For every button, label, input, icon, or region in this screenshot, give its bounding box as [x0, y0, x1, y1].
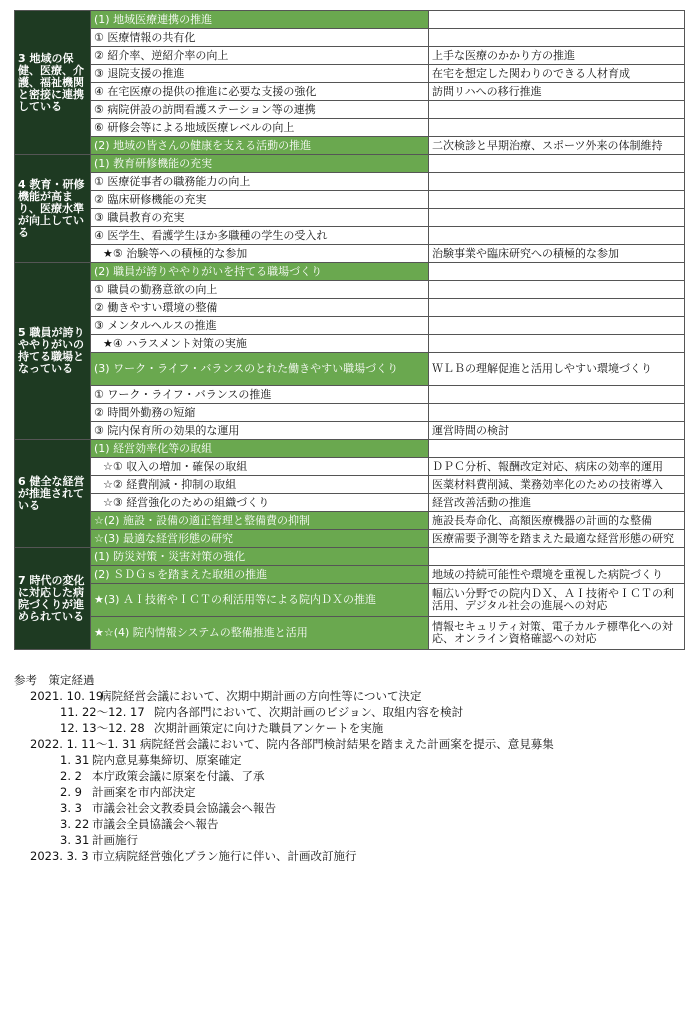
entry-text: 市議会社会文教委員会協議会へ報告 — [92, 801, 276, 815]
table-row — [15, 317, 685, 335]
entry-text: 本庁政策会議に原案を付議、了承 — [92, 769, 265, 783]
item-cell: (1) 教育研修機能の充実 — [91, 155, 429, 173]
item-cell: ☆② 経費削減・抑制の取組 — [91, 476, 429, 494]
list-item — [14, 688, 554, 704]
item-cell: (2) 職員が誇りややりがいを持てる職場づくり — [91, 263, 429, 281]
plan-table — [14, 10, 685, 650]
item-cell: ★④ ハラスメント対策の実施 — [91, 335, 429, 353]
entry-date: 3. 3 — [60, 801, 82, 815]
item-cell: ② 紹介率、逆紹介率の向上 — [91, 47, 429, 65]
item-cell: ② 臨床研修機能の充実 — [91, 191, 429, 209]
note-cell — [429, 101, 685, 119]
note-cell — [429, 335, 685, 353]
item-cell: ② 働きやすい環境の整備 — [91, 299, 429, 317]
goal-cell: 4 教育・研修機能が高まり、医療水準が向上している — [15, 155, 91, 263]
entry-text: 計画案を市内部決定 — [92, 785, 196, 799]
note-cell — [429, 173, 685, 191]
table-row — [15, 494, 685, 512]
note-cell: 在宅を想定した関わりのできる人材育成 — [429, 65, 685, 83]
table-row — [15, 83, 685, 101]
table-row — [15, 263, 685, 281]
list-item — [14, 784, 554, 800]
entry-date: 2022. 1. 11～1. 31 — [30, 737, 137, 751]
item-cell: ① 医療従事者の職務能力の向上 — [91, 173, 429, 191]
list-item — [14, 704, 554, 720]
list-item — [14, 832, 554, 848]
reference-heading: 参考 策定経過 — [14, 673, 95, 687]
table-row — [15, 281, 685, 299]
goal-cell: 7 時代の変化に対応した病院づくりが進められている — [15, 548, 91, 650]
entry-text: 院内意見募集締切、原案確定 — [92, 753, 242, 767]
entry-text: 市立病院経営強化プラン施行に伴い、計画改訂施行 — [92, 849, 357, 863]
table-row — [15, 422, 685, 440]
entry-date: 11. 22～12. 17 — [60, 705, 145, 719]
item-cell: ④ 医学生、看護学生ほか多職種の学生の受入れ — [91, 227, 429, 245]
entry-date: 1. 31 — [60, 753, 90, 767]
note-cell — [429, 227, 685, 245]
entry-text: 病院経営会議において、院内各部門検討結果を踏まえた計画案を提示、意見募集 — [140, 737, 554, 751]
item-cell: (1) 地域医療連携の推進 — [91, 11, 429, 29]
item-cell: ⑥ 研修会等による地域医療レベルの向上 — [91, 119, 429, 137]
table-row — [15, 173, 685, 191]
item-cell: ③ 院内保育所の効果的な運用 — [91, 422, 429, 440]
table-row — [15, 155, 685, 173]
note-cell — [429, 11, 685, 29]
item-cell: ☆③ 経営強化のための組織づくり — [91, 494, 429, 512]
table-row — [15, 458, 685, 476]
entry-text: 病院経営会議において、次期中期計画の方向性等について決定 — [100, 689, 422, 703]
table-row — [15, 227, 685, 245]
table-row — [15, 617, 685, 650]
table-row — [15, 137, 685, 155]
note-cell — [429, 191, 685, 209]
item-cell: ★⑤ 治験等への積極的な参加 — [91, 245, 429, 263]
note-cell — [429, 299, 685, 317]
item-cell: (1) 経営効率化等の取組 — [91, 440, 429, 458]
reference-section — [14, 672, 554, 864]
table-row — [15, 386, 685, 404]
table-row — [15, 476, 685, 494]
table-row — [15, 512, 685, 530]
entry-date: 2. 9 — [60, 785, 82, 799]
note-cell: ＷＬＢの理解促進と活用しやすい環境づくり — [429, 353, 685, 386]
entry-text: 院内各部門において、次期計画のビジョン、取組内容を検討 — [154, 705, 464, 719]
list-item — [14, 848, 554, 864]
note-cell — [429, 281, 685, 299]
table-row — [15, 11, 685, 29]
note-cell — [429, 548, 685, 566]
note-cell — [429, 29, 685, 47]
entry-date: 2023. 3. 3 — [30, 849, 89, 863]
table-row — [15, 209, 685, 227]
note-cell — [429, 317, 685, 335]
note-cell: ＤＰＣ分析、報酬改定対応、病床の効率的運用 — [429, 458, 685, 476]
note-cell — [429, 404, 685, 422]
note-cell — [429, 440, 685, 458]
table-row — [15, 101, 685, 119]
table-row — [15, 29, 685, 47]
note-cell: 施設長寿命化、高額医療機器の計画的な整備 — [429, 512, 685, 530]
item-cell: ② 時間外勤務の短縮 — [91, 404, 429, 422]
item-cell: ⑤ 病院併設の訪問看護ステーション等の連携 — [91, 101, 429, 119]
table-row — [15, 440, 685, 458]
entry-date: 12. 13～12. 28 — [60, 721, 145, 735]
item-cell: (3) ワーク・ライフ・バランスのとれた働きやすい職場づくり — [91, 353, 429, 386]
list-item — [14, 800, 554, 816]
item-cell: ① 医療情報の共有化 — [91, 29, 429, 47]
note-cell: 治験事業や臨床研究への積極的な参加 — [429, 245, 685, 263]
item-cell: ④ 在宅医療の提供の推進に必要な支援の強化 — [91, 83, 429, 101]
table-row — [15, 119, 685, 137]
table-row — [15, 65, 685, 83]
table-row — [15, 548, 685, 566]
note-cell: 医薬材料費削減、業務効率化のための技術導入 — [429, 476, 685, 494]
item-cell: (2) ＳＤＧｓを踏まえた取組の推進 — [91, 566, 429, 584]
note-cell — [429, 155, 685, 173]
table-row — [15, 404, 685, 422]
table-row — [15, 353, 685, 386]
table-row — [15, 47, 685, 65]
list-item — [14, 816, 554, 832]
entry-text: 市議会全員協議会へ報告 — [92, 817, 219, 831]
entry-date: 3. 22 — [60, 817, 90, 831]
table-row — [15, 245, 685, 263]
item-cell: ① ワーク・ライフ・バランスの推進 — [91, 386, 429, 404]
table-row — [15, 299, 685, 317]
note-cell: 二次検診と早期治療、スポーツ外来の体制維持 — [429, 137, 685, 155]
note-cell: 医療需要予測等を踏まえた最適な経営形態の研究 — [429, 530, 685, 548]
goal-cell: 6 健全な経営が推進されている — [15, 440, 91, 548]
entry-text: 計画施行 — [92, 833, 138, 847]
entry-date: 3. 31 — [60, 833, 90, 847]
note-cell: 経営改善活動の推進 — [429, 494, 685, 512]
note-cell: 運営時間の検討 — [429, 422, 685, 440]
note-cell: 訪問リハへの移行推進 — [429, 83, 685, 101]
list-item — [14, 736, 554, 752]
goal-cell: 3 地域の保健、医療、介護、福祉機関と密接に連携している — [15, 11, 91, 155]
list-item — [14, 768, 554, 784]
note-cell: 幅広い分野での院内ＤＸ、ＡＩ技術やＩＣＴの利活用、デジタル社会の進展への対応 — [429, 584, 685, 617]
item-cell: ③ メンタルヘルスの推進 — [91, 317, 429, 335]
item-cell: ③ 職員教育の充実 — [91, 209, 429, 227]
note-cell: 情報セキュリティ対策、電子カルテ標準化への対応、オンライン資格確認への対応 — [429, 617, 685, 650]
note-cell — [429, 209, 685, 227]
item-cell: ★(3) ＡＩ技術やＩＣＴの利活用等による院内ＤＸの推進 — [91, 584, 429, 617]
item-cell: ① 職員の勤務意欲の向上 — [91, 281, 429, 299]
note-cell: 地域の持続可能性や環境を重視した病院づくり — [429, 566, 685, 584]
table-row — [15, 566, 685, 584]
note-cell — [429, 386, 685, 404]
list-item — [14, 720, 554, 736]
note-cell — [429, 119, 685, 137]
item-cell: (1) 防災対策・災害対策の強化 — [91, 548, 429, 566]
plan-table-container — [14, 10, 684, 650]
item-cell: ③ 退院支援の推進 — [91, 65, 429, 83]
table-row — [15, 530, 685, 548]
goal-cell: 5 職員が誇りややりがいの持てる職場となっている — [15, 263, 91, 440]
item-cell: ☆① 収入の増加・確保の取組 — [91, 458, 429, 476]
item-cell: ☆(2) 施設・設備の適正管理と整備費の抑制 — [91, 512, 429, 530]
list-item — [14, 752, 554, 768]
item-cell: (2) 地域の皆さんの健康を支える活動の推進 — [91, 137, 429, 155]
item-cell: ☆(3) 最適な経営形態の研究 — [91, 530, 429, 548]
table-row — [15, 584, 685, 617]
table-row — [15, 191, 685, 209]
note-cell — [429, 263, 685, 281]
entry-text: 次期計画策定に向けた職員アンケートを実施 — [154, 721, 384, 735]
note-cell: 上手な医療のかかり方の推進 — [429, 47, 685, 65]
entry-date: 2. 2 — [60, 769, 82, 783]
item-cell: ★☆(4) 院内情報システムの整備推進と活用 — [91, 617, 429, 650]
table-row — [15, 335, 685, 353]
entry-date: 2021. 10. 19 — [30, 689, 104, 703]
